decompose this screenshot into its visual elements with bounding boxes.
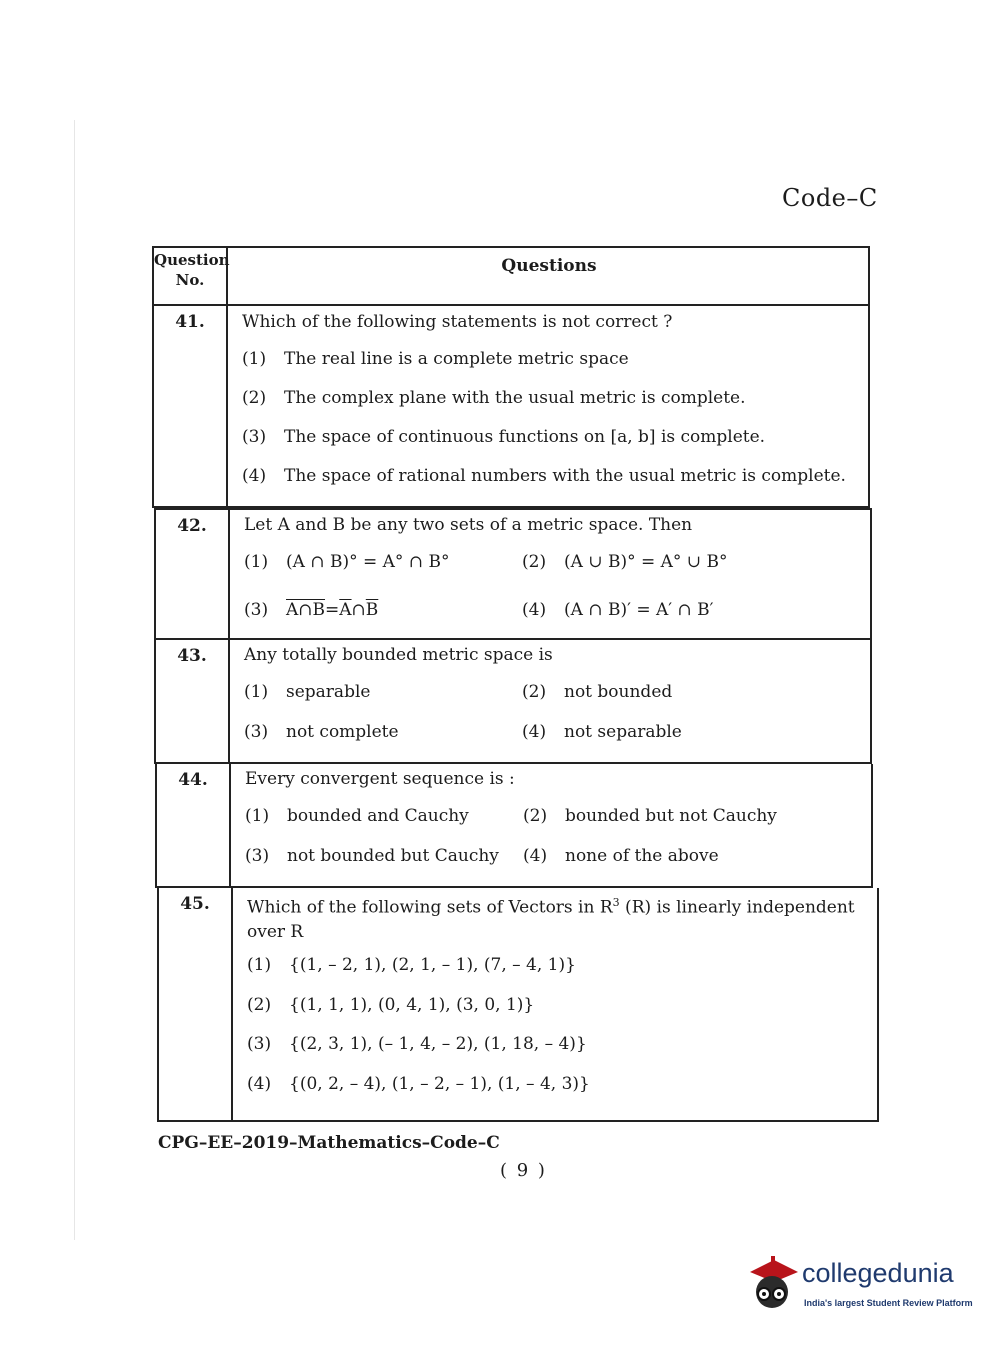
question-44-row <box>155 764 873 888</box>
question-text-part: over R <box>247 921 304 942</box>
option-label: (3) <box>244 600 269 620</box>
page-number: ( 9 ) <box>500 1160 547 1181</box>
question-number: 45. <box>159 888 233 1120</box>
option-4 <box>522 600 714 620</box>
option-1 <box>244 552 449 572</box>
option-4 <box>522 722 682 742</box>
option-label: (1) <box>247 955 272 975</box>
option-label: (4) <box>242 466 267 486</box>
option-label: (1) <box>245 806 270 826</box>
option-text: not complete <box>286 722 399 742</box>
option-text: The space of rational numbers with the usual metric is complete. <box>284 466 846 486</box>
option-1 <box>244 682 370 702</box>
table-header <box>152 246 870 306</box>
question-text-part: Which of the following sets of Vectors in R <box>247 897 613 918</box>
question-42-row <box>154 508 872 640</box>
option-label: (1) <box>244 552 269 572</box>
option-text: The complex plane with the usual metric is complete. <box>284 388 746 408</box>
closure-b: $\overline{B}$ <box>365 600 379 620</box>
option-1 <box>247 955 576 975</box>
question-number: 42. <box>156 510 230 638</box>
paper-code: Code–C <box>782 184 878 212</box>
closure-lhs: A∩B <box>286 600 326 620</box>
option-label: (4) <box>522 722 547 742</box>
question-number: 43. <box>156 640 230 762</box>
question-number: 44. <box>157 764 231 886</box>
option-4 <box>242 466 846 486</box>
option-label: (3) <box>244 722 269 742</box>
option-label: (4) <box>523 846 548 866</box>
question-text: Every convergent sequence is : <box>245 769 515 789</box>
option-text: {(2, 3, 1), (– 1, 4, – 2), (1, 18, – 4)} <box>289 1034 587 1054</box>
option-2 <box>523 806 777 826</box>
option-text: none of the above <box>565 846 719 866</box>
option-3 <box>245 846 499 866</box>
option-label: (2) <box>523 806 548 826</box>
option-3 <box>244 722 399 742</box>
equals-sign: = <box>325 600 340 620</box>
question-43-row <box>154 640 872 764</box>
questions-table <box>152 246 870 1094</box>
question-text-part: (R) is linearly independent <box>619 897 855 918</box>
option-2 <box>522 682 672 702</box>
option-2 <box>242 388 746 408</box>
option-1 <box>245 806 469 826</box>
option-1 <box>242 349 629 369</box>
option-label: (4) <box>522 600 547 620</box>
option-text: (A ∪ B)° = A° ∪ B° <box>564 552 728 572</box>
option-label: (3) <box>245 846 270 866</box>
option-text: bounded and Cauchy <box>287 806 469 826</box>
logo-tagline: India's largest Student Review Platform <box>804 1298 973 1308</box>
option-text: The space of continuous functions on [a, b] is complete. <box>284 427 766 447</box>
option-label: (2) <box>522 682 547 702</box>
question-45-row <box>157 888 879 1122</box>
option-text: {(0, 2, – 4), (1, – 2, – 1), (1, – 4, 3)} <box>289 1074 590 1094</box>
option-text: The real line is a complete metric space <box>284 349 629 369</box>
question-text: Which of the following statements is not correct ? <box>242 312 673 332</box>
intersection-sign: ∩ <box>351 600 366 620</box>
option-text: not bounded <box>564 682 673 702</box>
question-text: Any totally bounded metric space is <box>244 645 553 665</box>
question-number: 41. <box>154 306 228 506</box>
option-text: {(1, 1, 1), (0, 4, 1), (3, 0, 1)} <box>289 995 535 1015</box>
option-3 <box>244 600 378 620</box>
col-header-questions: Questions <box>501 256 597 276</box>
option-text: separable <box>286 682 371 702</box>
question-41-row <box>152 306 870 508</box>
option-label: (4) <box>247 1074 272 1094</box>
option-text: (A ∩ B)′ = A′ ∩ B′ <box>564 600 714 620</box>
option-3 <box>247 1034 587 1054</box>
option-label: (3) <box>247 1034 272 1054</box>
footer-paper-id: CPG–EE–2019–Mathematics–Code–C <box>158 1133 500 1153</box>
option-label: (1) <box>242 349 267 369</box>
option-2 <box>522 552 727 572</box>
col-header-question-no: Question No. <box>154 248 228 304</box>
option-text: (A ∩ B)° = A° ∩ B° <box>286 552 450 572</box>
scan-margin-line <box>74 120 75 1240</box>
superscript: 3 <box>612 896 620 909</box>
option-text: not separable <box>564 722 682 742</box>
option-2 <box>247 995 534 1015</box>
question-text: Let A and B be any two sets of a metric space. Then <box>244 515 693 535</box>
option-3 <box>242 427 765 447</box>
logo-wordmark: collegedunia <box>802 1258 954 1288</box>
option-label: (2) <box>242 388 267 408</box>
option-label: (2) <box>522 552 547 572</box>
option-label: (1) <box>244 682 269 702</box>
option-label: (2) <box>247 995 272 1015</box>
option-4 <box>523 846 719 866</box>
collegedunia-logo[interactable] <box>744 1250 974 1320</box>
option-4 <box>247 1074 590 1094</box>
option-label: (3) <box>242 427 267 447</box>
option-text: not bounded but Cauchy <box>287 846 499 866</box>
closure-a: $\overline{A}$ <box>339 600 352 620</box>
question-text <box>247 891 875 944</box>
option-text: {(1, – 2, 1), (2, 1, – 1), (7, – 4, 1)} <box>289 955 576 975</box>
option-text: bounded but not Cauchy <box>565 806 777 826</box>
mascot-icon <box>744 1250 802 1312</box>
